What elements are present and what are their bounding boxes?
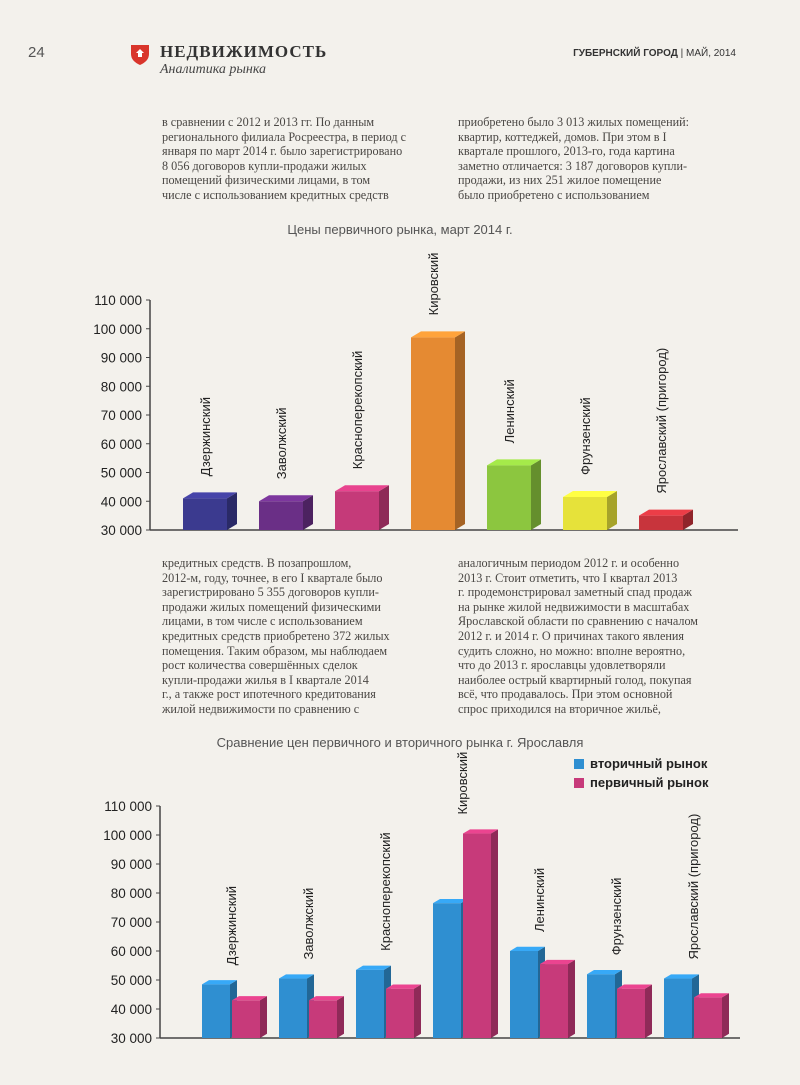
chart2-category-label-3: Красноперекопский (378, 832, 393, 951)
chart2-bar-3-secondary (356, 966, 391, 1038)
chart1-category-label-7: Ярославский (пригород) (654, 347, 669, 494)
chart2-bar-5-secondary (510, 947, 545, 1038)
chart1-category-label-2: Заволжский (274, 407, 289, 480)
article-paragraph-1-left: в сравнении с 2012 и 2013 гг. По данным регионального филиала Росреестра, в период с января по март 2014 г. было зарегистрировано 8 056 договоров купли-продажи жилых помещений физическими лицами, в том числе с использованием кредитных средств (162, 115, 407, 202)
chart1-ytick-label: 110 000 (94, 293, 142, 308)
chart2-category-label-5: Ленинский (532, 867, 547, 932)
chart2-bar-6-primary (617, 985, 652, 1039)
publication-line: ГУБЕРНСКИЙ ГОРОД | МАЙ, 2014 (573, 48, 736, 59)
chart2-bar-4-primary (463, 829, 498, 1038)
chart2-category-label-2: Заволжский (301, 887, 316, 960)
chart1-ytick-label: 80 000 (100, 379, 142, 395)
chart2-category-label-1: Дзержинский (224, 885, 239, 966)
chart2-bar-1-primary (232, 996, 267, 1038)
chart2-ytick-label: 30 000 (110, 1031, 152, 1046)
chart2-bar-5-primary (540, 960, 575, 1038)
article-paragraph-1-right: приобретено было 3 013 жилых помещений: квартир, коттеджей, домов. При этом в I квартале прошлого, 2013-го, года картина заметно отличается: 3 187 договоров купли- продажи, из них 251 жилое помещение было приобретено с использованием (458, 115, 690, 202)
chart2-ytick-label: 60 000 (110, 944, 152, 959)
chart1-title: Цены первичного рынка, март 2014 г. (287, 222, 513, 237)
chart2-bar-4-secondary (433, 899, 468, 1038)
chart2-category-label-4: Кировский (455, 751, 470, 815)
section-subtitle: Аналитика рынка (160, 62, 267, 77)
chart2-ytick-label: 110 000 (104, 799, 152, 814)
section-title: НЕДВИЖИМОСТЬ (160, 42, 328, 61)
chart1-ytick-label: 30 000 (100, 523, 142, 538)
article-paragraph-2-right: аналогичным периодом 2012 г. и особенно 2013 г. Стоит отметить, что I квартал 2013 г. продемонстрировал заметный спад продаж на рынке жилой недвижимости в масштабах Ярославской области по сравнению с началом 2012 г. и 2014 г. О причинах такого явления судить сложно, но можно: вполне вероятно, что до 2013 г. ярославцы удовлетворяли наиболее острый квартирный голод, покупая всё, что продавалось. При этом основной спрос приходился на вторичное жильё, (458, 556, 699, 716)
chart2-ytick-label: 50 000 (110, 973, 152, 988)
chart2-ytick-label: 70 000 (110, 915, 152, 930)
chart2-legend-swatch-1 (574, 759, 584, 769)
chart2-category-label-7: Ярославский (пригород) (686, 813, 701, 960)
chart2-title: Сравнение цен первичного и вторичного рынка г. Ярославля (216, 735, 584, 750)
chart2-ytick-label: 40 000 (110, 1002, 152, 1017)
chart2-ytick-label: 100 000 (103, 828, 152, 843)
page-number: 24 (28, 44, 45, 61)
chart1-ytick-label: 90 000 (100, 350, 142, 366)
chart2-bar-2-secondary (279, 974, 314, 1038)
chart2-bar-7-primary (694, 993, 729, 1038)
publication-name: ГУБЕРНСКИЙ ГОРОД (573, 48, 678, 59)
chart1-ytick-label: 60 000 (100, 436, 142, 452)
chart1-ytick-label: 40 000 (100, 494, 142, 510)
chart1-ytick-label: 50 000 (100, 465, 142, 481)
chart1-category-label-4: Кировский (426, 252, 441, 316)
chart2-bar-7-secondary (664, 974, 699, 1038)
chart1-category-label-6: Фрунзенский (578, 397, 593, 475)
issue-date: МАЙ, 2014 (686, 48, 736, 59)
chart1-category-label-3: Красноперекопский (350, 350, 365, 470)
chart2-ytick-label: 90 000 (110, 857, 152, 872)
article-paragraph-2-left: кредитных средств. В позапрошлом, 2012-м, году, точнее, в его I квартале было зарегистрировано 5 355 договоров купли- продажи жилых помещений физическими лицами, в том числе с использованием кредитных средств приобретено 372 жилых помещения. Таким образом, мы наблюдаем рост количества совершённых сделок купли-продажи жилья в I квартале 2014 г., а также рост ипотечного кредитования жилой недвижимости по сравнению с (162, 556, 390, 716)
chart2-bar-3-primary (386, 985, 421, 1039)
chart2-category-label-6: Фрунзенский (609, 877, 624, 956)
chart2-ytick-label: 80 000 (110, 886, 152, 901)
chart2-legend-label-1: вторичный рынок (590, 756, 708, 771)
chart2-bar-6-secondary (587, 970, 622, 1038)
chart1-category-label-5: Ленинский (502, 379, 517, 444)
chart2-bar-1-secondary (202, 980, 237, 1038)
chart1-category-label-1: Дзержинский (198, 397, 213, 477)
chart1-ytick-label: 70 000 (100, 408, 142, 423)
chart1-ytick-label: 100 000 (93, 321, 142, 337)
chart2-legend-label-2: первичный рынок (590, 775, 709, 790)
chart2-bar-2-primary (309, 996, 344, 1038)
chart2-legend-swatch-2 (574, 778, 584, 788)
